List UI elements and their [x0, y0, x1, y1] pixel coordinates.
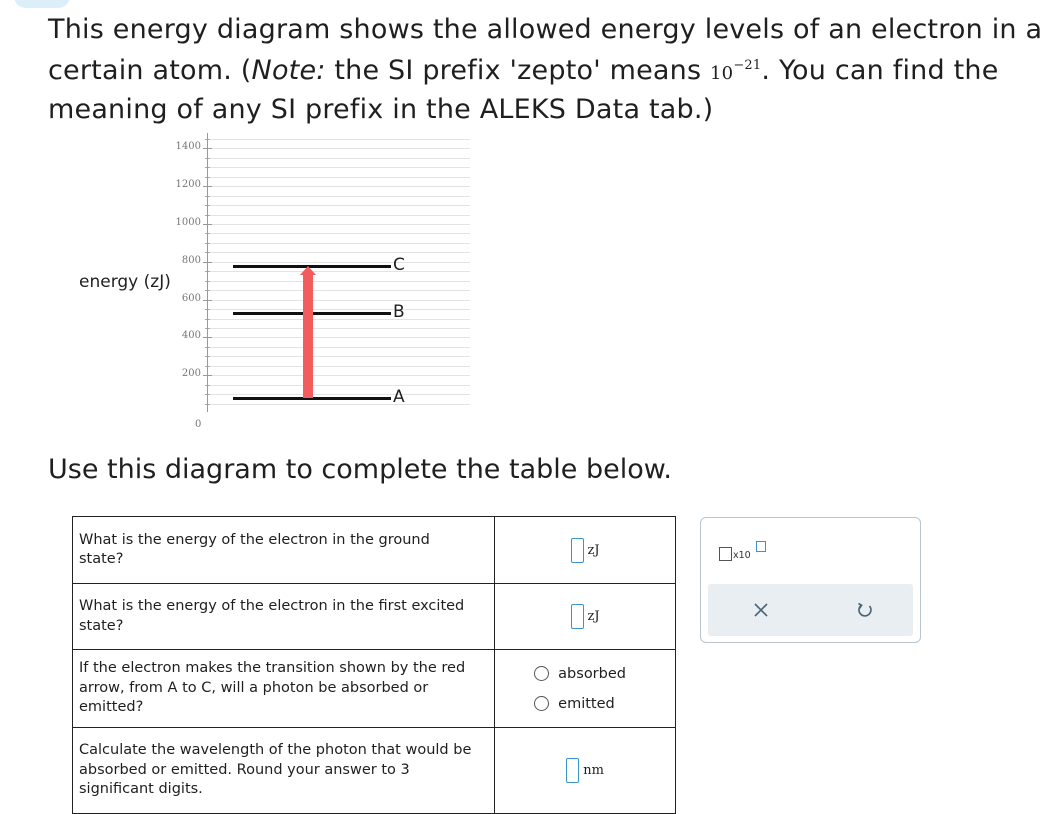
table-row — [73, 517, 676, 584]
level-label-c: C — [393, 254, 405, 275]
grid-line — [207, 186, 470, 187]
table-row — [73, 584, 676, 650]
note-label: Note: — [251, 55, 326, 86]
scientific-notation-button[interactable] — [719, 541, 765, 565]
table-row — [73, 728, 676, 814]
tick-label-600: 600 — [181, 292, 201, 304]
grid-line — [207, 300, 470, 301]
table-row — [73, 650, 676, 728]
radio-button[interactable] — [534, 666, 549, 681]
question-cell: Calculate the wavelength of the photon that would be absorbed or emitted. Round your answer to 3 significant digits. — [73, 728, 495, 814]
grid-line — [207, 404, 470, 405]
question-line-1: This energy diagram shows the allowed energy levels of an electron in a — [48, 14, 1043, 45]
grid-line — [207, 243, 470, 244]
answer-cell — [495, 728, 676, 814]
grid-line — [207, 337, 470, 338]
grid-line — [207, 262, 470, 263]
tick-label-400: 400 — [181, 330, 201, 342]
tick-label-0: 0 — [195, 419, 202, 430]
tick-label-1200: 1200 — [175, 179, 201, 191]
transition-arrow-shaft — [303, 274, 313, 398]
tick-label-200: 200 — [181, 368, 201, 380]
grid-line — [207, 366, 470, 367]
scientific-notation — [710, 58, 762, 84]
close-icon — [753, 602, 769, 618]
radio-label: absorbed — [558, 665, 626, 682]
transition-arrow-head — [300, 266, 316, 275]
grid-line — [207, 385, 470, 386]
grid-line — [207, 281, 470, 282]
radio-label: emitted — [558, 695, 615, 712]
grid-line — [207, 139, 470, 140]
y-axis — [207, 133, 208, 412]
grid-line — [207, 309, 470, 310]
grid-line — [207, 177, 470, 178]
question-text-segment: the SI prefix 'zepto' means — [325, 55, 711, 86]
sci-base: 10 — [710, 63, 734, 84]
unit-label: nm — [583, 763, 604, 778]
y-axis-label: energy (zJ) — [79, 272, 171, 292]
sci-exponent: −21 — [733, 58, 762, 73]
grid-line — [207, 224, 470, 225]
grid-line — [207, 205, 470, 206]
clear-button[interactable] — [741, 596, 781, 624]
grid-line — [207, 271, 470, 272]
question-cell: What is the energy of the electron in the first excited state? — [73, 584, 495, 650]
unit-label: zJ — [587, 609, 600, 624]
grid-line — [207, 233, 470, 234]
grid-line — [207, 328, 470, 329]
question-text — [48, 12, 1063, 128]
radio-option-emitted[interactable] — [496, 689, 674, 719]
first-excited-energy-input[interactable] — [571, 604, 584, 629]
question-cell: What is the energy of the electron in the ground state? — [73, 517, 495, 584]
level-label-a: A — [393, 386, 405, 407]
grid-line — [207, 375, 470, 376]
grid-line — [207, 356, 470, 357]
tool-bar — [708, 584, 913, 636]
undo-button[interactable] — [845, 596, 885, 624]
question-line-2 — [48, 48, 1063, 92]
tick-label-800: 800 — [181, 254, 201, 266]
grid-line — [207, 158, 470, 159]
grid-line — [207, 167, 470, 168]
grid-line — [207, 290, 470, 291]
wavelength-input[interactable] — [566, 758, 579, 783]
answer-cell — [495, 650, 676, 728]
question-cell: If the electron makes the transition shown by the red arrow, from A to C, will a photon be absorbed or emitted? — [73, 650, 495, 728]
exponent-box-icon — [756, 541, 766, 552]
grid-line — [207, 347, 470, 348]
instruction-text: Use this diagram to complete the table below. — [48, 454, 672, 485]
tick-label-1000: 1000 — [175, 217, 201, 228]
grid-line — [207, 148, 470, 149]
grid-line — [207, 394, 470, 395]
answer-tools-panel — [700, 517, 921, 643]
grid-line — [207, 196, 470, 197]
question-text-segment: certain atom. ( — [48, 55, 252, 86]
answer-table — [72, 516, 676, 814]
level-label-b: B — [393, 301, 405, 322]
radio-button[interactable] — [534, 696, 549, 711]
x10-label: x10 — [733, 550, 751, 561]
mantissa-box-icon — [719, 547, 732, 561]
radio-option-absorbed[interactable] — [496, 659, 674, 689]
grid-line — [207, 319, 470, 320]
unit-label: zJ — [587, 542, 600, 558]
tick-label-1400: 1400 — [175, 141, 201, 153]
question-text-segment: . You can find the — [761, 55, 999, 86]
grid-line — [207, 252, 470, 253]
grid-line — [207, 215, 470, 216]
undo-icon — [855, 600, 875, 620]
question-line-3: meaning of any SI prefix in the ALEKS Data tab.) — [48, 94, 714, 125]
top-tab-decoration — [14, 0, 70, 8]
ground-state-energy-input[interactable] — [571, 538, 584, 563]
answer-cell — [495, 584, 676, 650]
answer-cell — [495, 517, 676, 584]
